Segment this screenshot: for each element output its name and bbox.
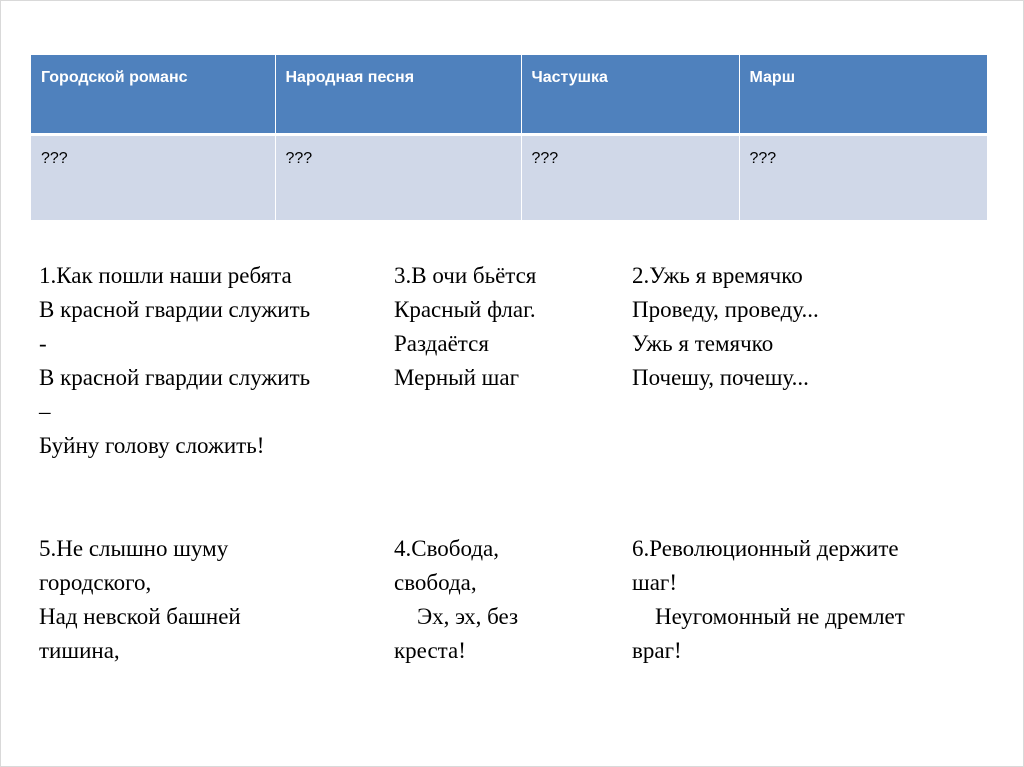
verse-line: тишина, <box>39 638 120 663</box>
verse-line: 1.Как пошли наши ребята <box>39 263 292 288</box>
verse-line: Эх, эх, без <box>394 604 519 629</box>
answer-cell-3: ??? <box>521 134 739 220</box>
verse-line: 3.В очи бьётся <box>394 263 537 288</box>
header-row <box>31 55 987 134</box>
verse-5 <box>39 532 384 668</box>
verse-6 <box>632 532 1002 668</box>
verse-line: – <box>39 399 51 424</box>
verse-line: Проведу, проведу... <box>632 297 819 322</box>
verse-line: В красной гвардии служить <box>39 297 311 322</box>
header-chastushka: Частушка <box>521 55 739 134</box>
verse-line: Красный флаг. <box>394 297 536 322</box>
verse-line: 5.Не слышно шуму <box>39 536 229 561</box>
verse-line: - <box>39 331 47 356</box>
answer-cell-4: ??? <box>739 134 987 220</box>
verse-line: Неугомонный не дремлет <box>632 604 905 629</box>
header-gorodskoy-romans: Городской романс <box>31 55 275 134</box>
verse-line: Над невской башней <box>39 604 241 629</box>
answer-cell-2: ??? <box>275 134 521 220</box>
verse-line: Буйну голову сложить! <box>39 433 265 458</box>
verse-line: В красной гвардии служить <box>39 365 311 390</box>
verse-line: враг! <box>632 638 682 663</box>
verse-line: Почешу, почешу... <box>632 365 809 390</box>
verse-2 <box>632 259 992 395</box>
header-narodnaya-pesnya: Народная песня <box>275 55 521 134</box>
verse-line: шаг! <box>632 570 678 595</box>
verse-3 <box>394 259 614 395</box>
genre-table <box>31 55 987 220</box>
verse-line: Ужь я темячко <box>632 331 774 356</box>
verse-1 <box>39 259 384 463</box>
verse-line: городского, <box>39 570 152 595</box>
verse-line: креста! <box>394 638 466 663</box>
answer-cell-1: ??? <box>31 134 275 220</box>
answer-row <box>31 134 987 220</box>
header-marsh: Марш <box>739 55 987 134</box>
verse-line: 2.Ужь я времячко <box>632 263 803 288</box>
verse-line: Мерный шаг <box>394 365 520 390</box>
verse-line: 6.Революционный держите <box>632 536 899 561</box>
verse-4 <box>394 532 614 668</box>
verse-line: Раздаётся <box>394 331 489 356</box>
verse-line: 4.Свобода, <box>394 536 499 561</box>
verse-line: свобода, <box>394 570 477 595</box>
